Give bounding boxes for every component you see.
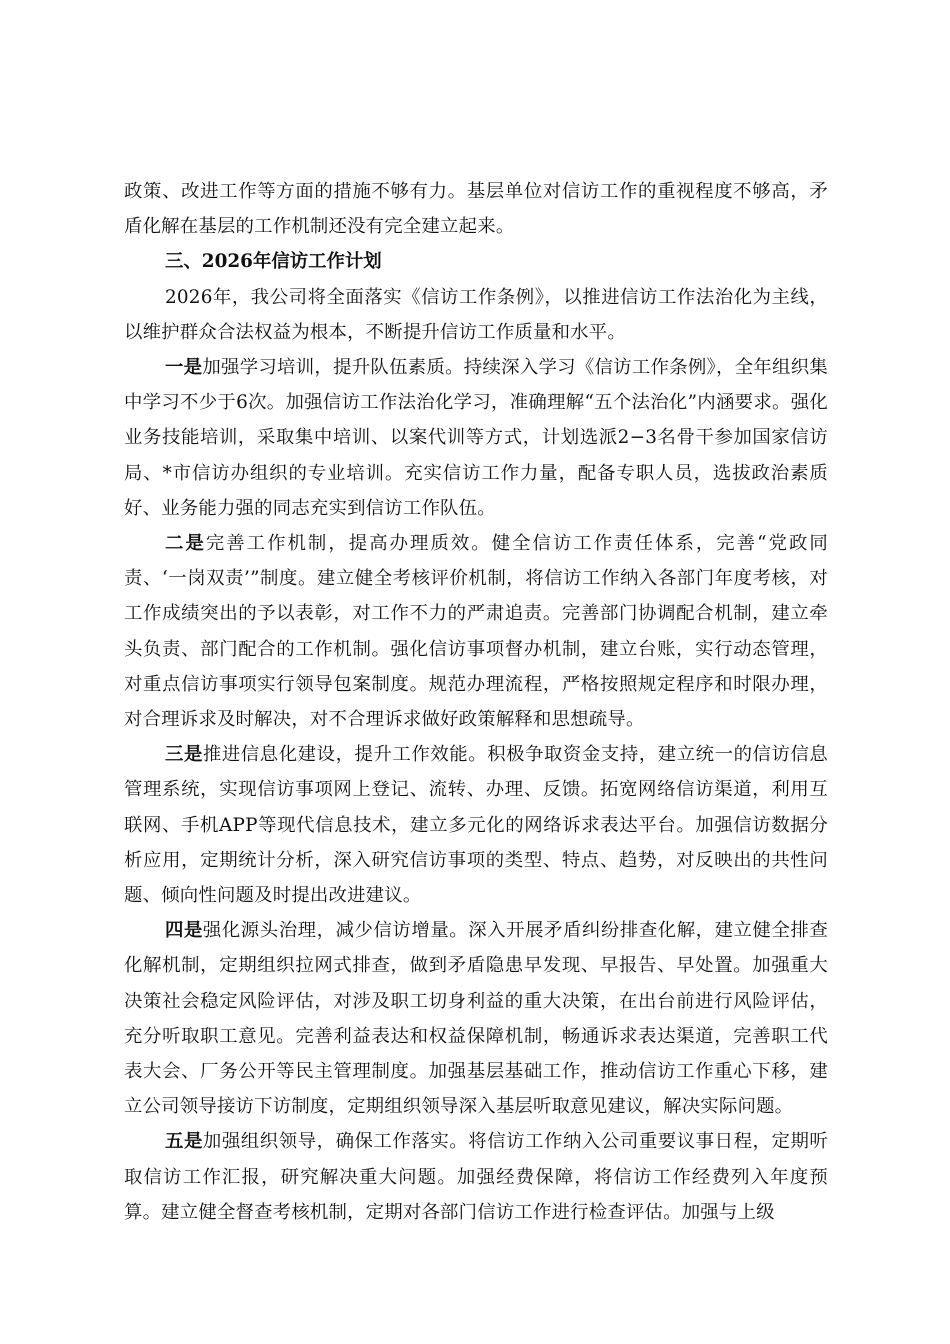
item-lead: 三是 <box>165 744 203 766</box>
item-lead: 一是 <box>165 357 203 379</box>
item-paragraph-1 <box>124 350 828 526</box>
item-paragraph-5 <box>124 1124 828 1230</box>
intro-paragraph: 政策、改进工作等方面的措施不够有力。基层单位对信访工作的重视程度不够高，矛盾化解在基层的工作机制还没有完全建立起来。 <box>124 181 828 238</box>
summary-paragraph: 2026年，我公司将全面落实《信访工作条例》，以推进信访工作法治化为主线，以维护群众合法权益为根本，不断提升信访工作质量和水平。 <box>124 286 828 343</box>
item-paragraph-4 <box>124 913 828 1124</box>
section-heading: 三、2026年信访工作计划 <box>165 251 382 273</box>
document-body <box>124 174 828 1230</box>
item-text: 强化源头治理，减少信访增量。深入开展矛盾纠纷排查化解，建立健全排查化解机制，定期组织拉网式排查，做到矛盾隐患早发现、早报告、早处置。加强重大决策社会稳定风险评估，对涉及职工切身利益的重大决策，在出台前进行风险评估，充分听取职工意见。完善利益表达和权益保障机制，畅通诉求表达渠道，完善职工代表大会、厂务公开等民主管理制度。加强基层基础工作，推动信访工作重心下移，建立公司领导接访下访制度，定期组织领导深入基层听取意见建议，解决实际问题。 <box>124 920 828 1118</box>
item-paragraph-3 <box>124 737 828 913</box>
item-lead: 二是 <box>165 533 206 555</box>
item-lead: 五是 <box>165 1131 203 1153</box>
item-paragraph-2 <box>124 526 828 737</box>
item-lead: 四是 <box>165 920 203 942</box>
item-text: 加强组织领导，确保工作落实。将信访工作纳入公司重要议事日程，定期听取信访工作汇报，研究解决重大问题。加强经费保障，将信访工作经费列入年度预算。建立健全督查考核机制，定期对各部门信访工作进行检查评估。加强与上级 <box>124 1131 828 1223</box>
item-text: 完善工作机制，提高办理质效。健全信访工作责任体系，完善“党政同责、‘一岗双责’”制度。建立健全考核评价机制，将信访工作纳入各部门年度考核，对工作成绩突出的予以表彰，对工作不力的严肃追责。完善部门协调配合机制，建立牵头负责、部门配合的工作机制。强化信访事项督办机制，建立台账，实行动态管理，对重点信访事项实行领导包案制度。规范办理流程，严格按照规定程序和时限办理，对合理诉求及时解决，对不合理诉求做好政策解释和思想疏导。 <box>124 533 828 731</box>
item-text: 推进信息化建设，提升工作效能。积极争取资金支持，建立统一的信访信息管理系统，实现信访事项网上登记、流转、办理、反馈。拓宽网络信访渠道，利用互联网、手机APP等现代信息技术，建立多元化的网络诉求表达平台。加强信访数据分析应用，定期统计分析，深入研究信访事项的类型、特点、趋势，对反映出的共性问题、倾向性问题及时提出改进建议。 <box>124 744 828 907</box>
item-text: 加强学习培训，提升队伍素质。持续深入学习《信访工作条例》，全年组织集中学习不少于6次。加强信访工作法治化学习，准确理解“五个法治化”内涵要求。强化业务技能培训，采取集中培训、以案代训等方式，计划选派2−3名骨干参加国家信访局、*市信访办组织的专业培训。充实信访工作力量，配备专职人员，选拔政治素质好、业务能力强的同志充实到信访工作队伍。 <box>124 357 828 519</box>
